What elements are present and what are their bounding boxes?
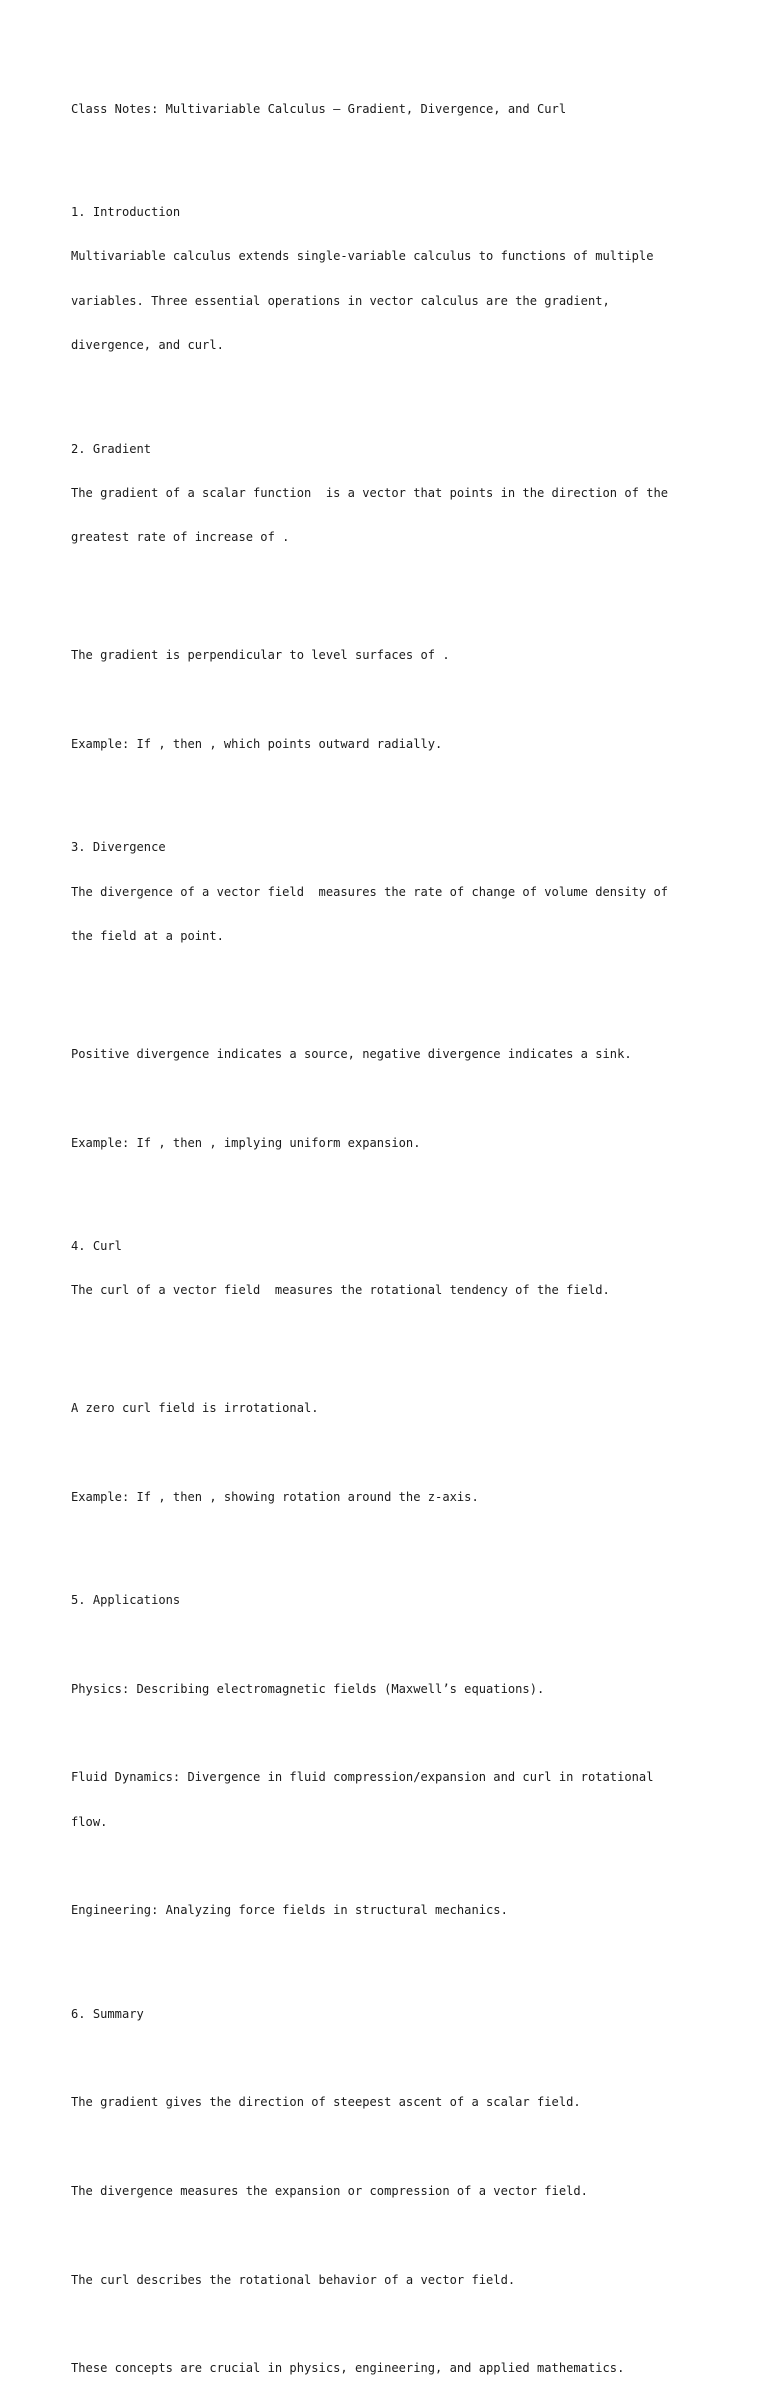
divergence-equation-space: [71, 973, 711, 1017]
divergence-note: Positive divergence indicates a source, negative divergence indicates a sink.: [71, 1047, 632, 1061]
curl-line: The curl of a vector field measures the rotational tendency of the field.: [71, 1283, 610, 1298]
summary-item: The gradient gives the direction of steepest ascent of a scalar field.: [71, 2095, 581, 2110]
applications-engineering: Engineering: Analyzing force fields in structural mechanics.: [71, 1903, 508, 1918]
curl-note: A zero curl field is irrotational.: [71, 1401, 319, 1416]
summary-item: The curl describes the rotational behavior of a vector field.: [71, 2272, 516, 2287]
summary-heading: 6. Summary: [71, 2006, 144, 2021]
intro-line: Multivariable calculus extends single-variable calculus to functions of multiple: [71, 249, 654, 264]
gradient-line: greatest rate of increase of .: [71, 530, 290, 545]
gradient-heading: 2. Gradient: [71, 441, 152, 456]
gradient-note: The gradient is perpendicular to level surfaces of .: [71, 648, 450, 663]
divergence-line: the field at a point.: [71, 929, 224, 944]
intro-line: divergence, and curl.: [71, 338, 224, 353]
applications-heading: 5. Applications: [71, 1593, 181, 1608]
divergence-line: The divergence of a vector field measures the rate of change of volume density of: [71, 884, 669, 899]
gradient-equation-space: [71, 575, 711, 619]
curl-example: Example: If , then , showing rotation around the z-axis.: [71, 1489, 479, 1504]
gradient-line: The gradient of a scalar function is a vector that points in the direction of the: [71, 485, 669, 500]
intro-heading: 1. Introduction: [71, 204, 181, 219]
summary-item: These concepts are crucial in physics, engineering, and applied mathematics.: [71, 2361, 625, 2376]
applications-fluid: Fluid Dynamics: Divergence in fluid compression/expansion and curl in rotational: [71, 1770, 654, 1785]
applications-physics: Physics: Describing electromagnetic fields (Maxwell’s equations).: [71, 1681, 545, 1696]
divergence-example: Example: If , then , implying uniform expansion.: [71, 1135, 421, 1150]
document-title: Class Notes: Multivariable Calculus – Gradient, Divergence, and Curl: [71, 101, 567, 116]
curl-equation-space: [71, 1328, 711, 1372]
divergence-heading: 3. Divergence: [71, 840, 166, 855]
curl-heading: 4. Curl: [71, 1238, 122, 1253]
summary-item: The divergence measures the expansion or compression of a vector field.: [71, 2183, 588, 2198]
document-page: [71, 72, 711, 2391]
intro-line: variables. Three essential operations in vector calculus are the gradient,: [71, 293, 610, 308]
applications-fluid: flow.: [71, 1814, 108, 1829]
gradient-example: Example: If , then , which points outward radially.: [71, 736, 443, 751]
